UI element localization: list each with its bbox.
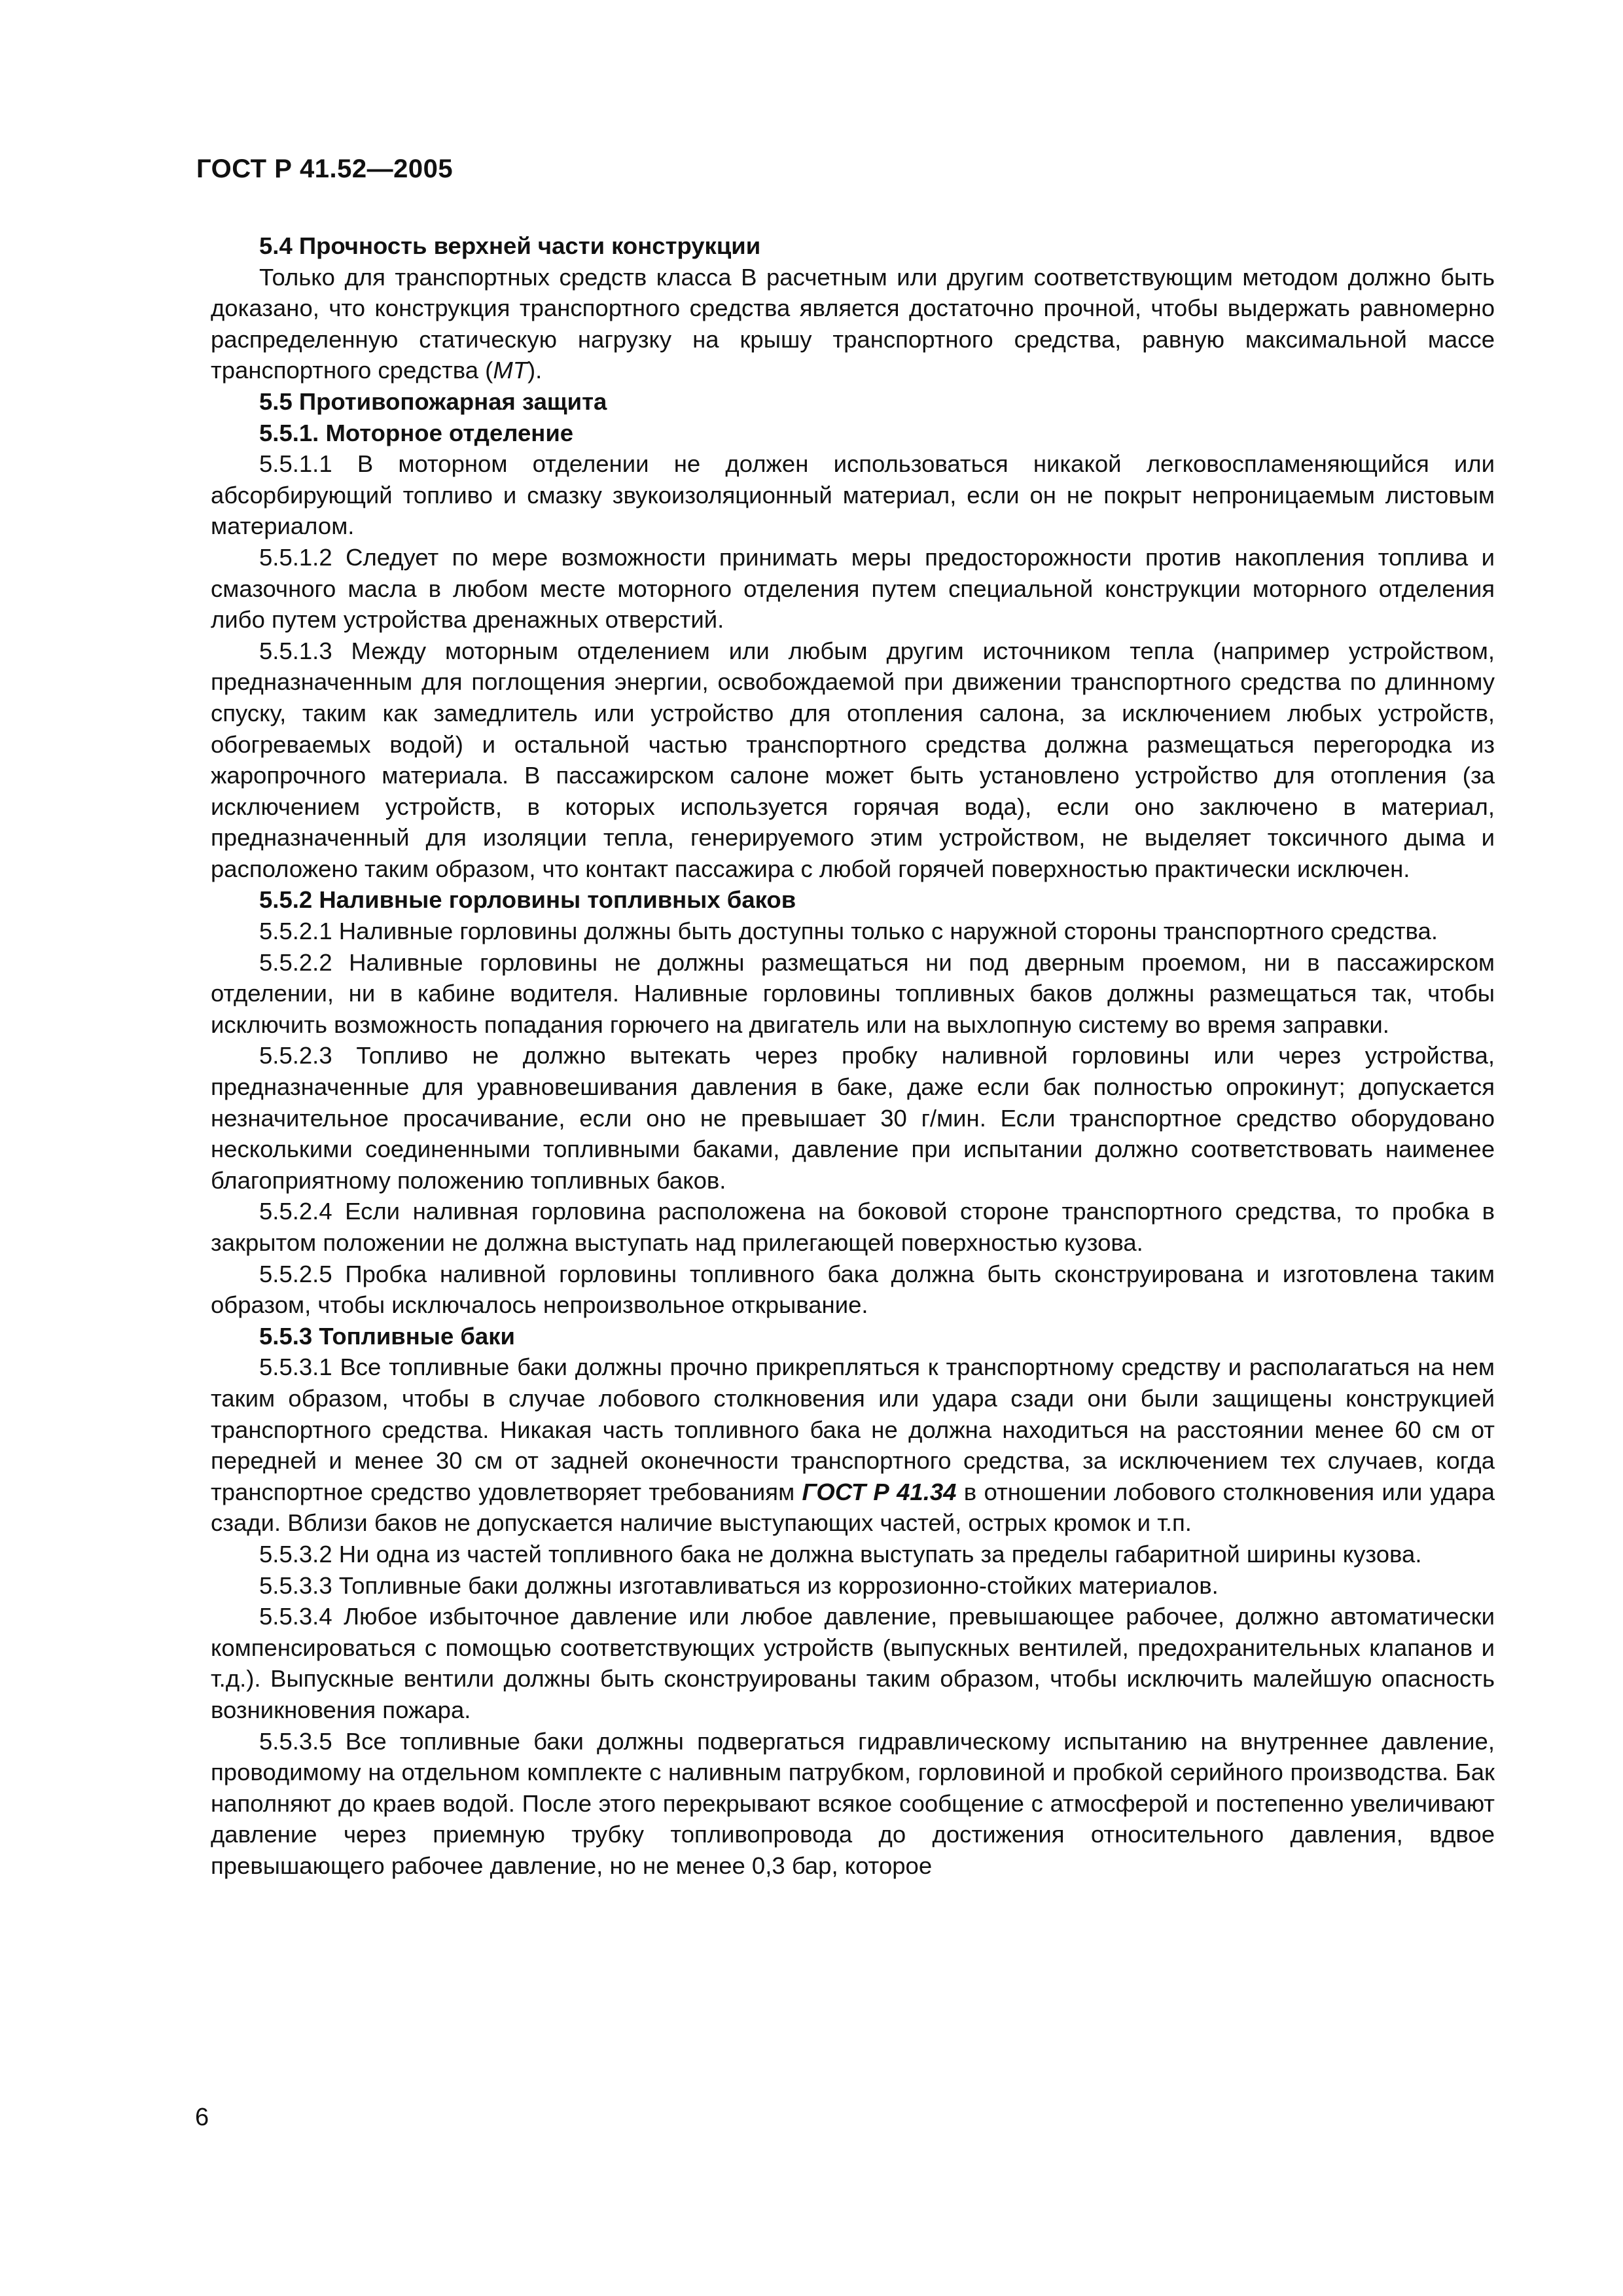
standard-reference-link: ГОСТ Р 41.34 [802,1478,957,1505]
section-heading-5-5: 5.5 Противопожарная защита [259,387,607,415]
paragraph-5-5-2-4: 5.5.2.4 Если наливная горловина расположена на боковой стороне транспортного средства, то пробка в закрытом положении не должна выступать над прилегающей поверхностью кузова. [211,1198,1495,1256]
paragraph-5-5-3-3: 5.5.3.3 Топливные баки должны изготавливаться из коррозионно-стойких материалов. [259,1571,1219,1599]
paragraph-5-5-3-5: 5.5.3.5 Все топливные баки должны подвергаться гидравлическому испытанию на внутреннее давление, проводимому на отдельном комплекте с наливным патрубком, горловиной и пробкой серийного производства. Бак наполняют до краев водой. После этого перекрывают всякое сообщение с атмосферой и постепенно увеличивают давление через приемную трубку топливопровода до достижения относительного давления, вдвое превышающего рабочее давление, но не менее 0,3 бар, которое [211,1727,1495,1879]
section-heading-5-5-1: 5.5.1. Моторное отделение [259,419,574,446]
paragraph-5-5-2-3: 5.5.2.3 Топливо не должно вытекать через пробку наливной горловины или через устройства, предназначенные для уравновешивания давления в баке, даже если бак полностью опрокинут; допускается незначительное просачивание, если оно не превышает 30 г/мин. Если транспортное средство оборудовано несколькими соединенными топливными баками, давление при испытании должно соответствовать наименее благоприятному положению топливных баков. [211,1042,1495,1194]
section-heading-5-5-3: 5.5.3 Топливные баки [259,1322,515,1350]
paragraph-5-5-1-2: 5.5.1.2 Следует по мере возможности принимать меры предосторожности против накопления топлива и смазочного масла в любом месте моторного отделения путем специальной конструкции моторного отделения либо путем устройства дренажных отверстий. [211,543,1495,634]
paragraph-5-4 [211,262,1495,386]
paragraph-5-5-2-2: 5.5.2.2 Наливные горловины не должны размещаться ни под дверным проемом, ни в пассажирском отделении, ни в кабине водителя. Наливные горловины топливных баков должны размещаться так, чтобы исключить возможность попадания горючего на двигатель или на выхлопную систему во время заправки. [211,948,1495,1038]
paragraph-5-5-1-3: 5.5.1.3 Между моторным отделением или любым другим источником тепла (например устройством, предназначенным для поглощения энергии, освобождаемой при движении транспортного средства по длинному спуску, таким как замедлитель или устройство для отопления салона, за исключением любых устройств, обогреваемых водой) и остальной частью транспортного средства должна размещаться перегородка из жаропрочного материала. В пассажирском салоне может быть установлено устройство для отопления (за исключением устройств, в которых используется горячая вода), если оно заключено в материал, предназначенный для изоляции тепла, генерируемого этим устройством, не выделяет токсичного дыма и расположено таким образом, что контакт пассажира с любой горячей поверхностью практически исключен. [211,637,1495,882]
document-header-code: ГОСТ Р 41.52—2005 [196,154,454,183]
section-heading-5-4: 5.4 Прочность верхней части конструкции [259,232,761,259]
section-heading-5-5-2: 5.5.2 Наливные горловины топливных баков [259,886,796,914]
paragraph-5-5-1-1: 5.5.1.1 В моторном отделении не должен использоваться никакой легковоспламеняющийся или абсорбирующий топливо и смазку звукоизоляционный материал, если он не покрыт непроницаемым листовым материалом. [211,450,1495,540]
paragraph-5-5-2-1: 5.5.2.1 Наливные горловины должны быть доступны только с наружной стороны транспортного средства. [259,918,1438,945]
paragraph-5-5-2-5: 5.5.2.5 Пробка наливной горловины топливного бака должна быть сконструирована и изготовлена таким образом, чтобы исключалось непроизвольное открывание. [211,1260,1495,1319]
paragraph-5-4-mt: МТ [493,357,528,384]
paragraph-5-5-3-4: 5.5.3.4 Любое избыточное давление или любое давление, превышающее рабочее, должно автоматически компенсироваться с помощью соответствующих устройств (выпускных вентилей, предохранительных клапанов и т.д.). Выпускные вентили должны быть сконструированы таким образом, чтобы исключить малейшую опасность возникновения пожара. [211,1603,1495,1723]
paragraph-5-5-3-1 [211,1352,1495,1539]
paragraph-5-5-3-1-text-b: в отношении лобового столкновения или удара сзади. Вблизи баков не допускается наличие выступающих частей, острых кромок и т.п. [211,1478,1495,1537]
paragraph-5-4-text-a: Только для транспортных средств класса В расчетным или другим соответствующим методом должно быть доказано, что конструкция транспортного средства является достаточно прочной, чтобы выдержать равномерно распределенную статическую нагрузку на крышу транспортного средства, равную максимальной массе транспортного средства ( [211,263,1495,384]
paragraph-5-4-text-b: ). [527,357,543,384]
paragraph-5-5-3-2: 5.5.3.2 Ни одна из частей топливного бака не должна выступать за пределы габаритной ширины кузова. [259,1540,1422,1568]
paragraph-5-5-3-1-text-a: 5.5.3.1 Все топливные баки должны прочно прикрепляться к транспортному средству и располагаться на нем таким образом, чтобы в случае лобового столкновения или удара сзади они были защищены конструкцией транспортного средства. Никакая часть топливного бака не должна находиться на расстоянии менее 60 см от передней и менее 30 см от задней оконечности транспортного средства, за исключением тех случаев, когда транспортное средство удовлетворяет требованиям [211,1354,1495,1505]
page-number: 6 [195,2104,209,2131]
document-body [211,230,1495,1881]
